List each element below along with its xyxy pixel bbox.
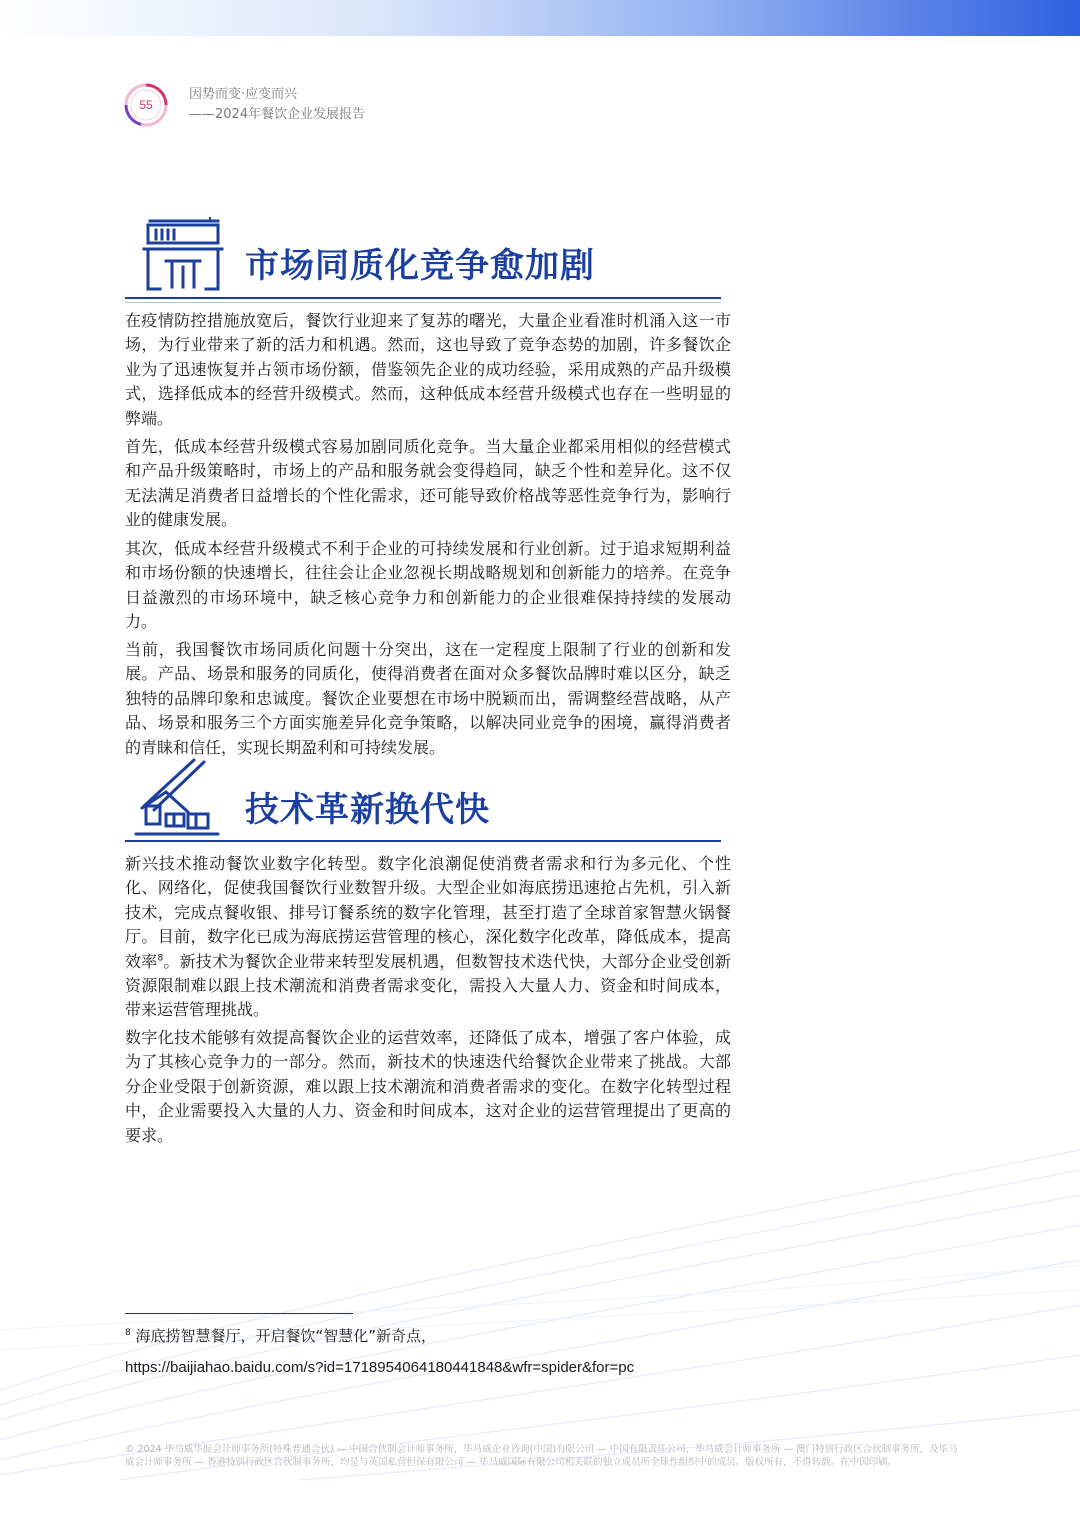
section-title-technology: 技术革新换代快 (245, 790, 490, 830)
background-wave-lines (0, 1140, 1080, 1480)
footnote-reference: 8 (157, 953, 164, 964)
section-divider-accent (125, 302, 721, 303)
header-subtitle: ——2024年餐饮企业发展报告 (189, 107, 366, 122)
header-title: 因势而变·应变而兴 (189, 87, 298, 102)
footnote (125, 1325, 436, 1346)
paragraph (125, 852, 731, 1023)
section-divider (125, 297, 721, 299)
chopsticks-bowl-icon (132, 758, 222, 840)
top-gradient-band (0, 0, 1080, 36)
page-number: 55 (139, 98, 153, 112)
paragraph-text: 新兴技术推动餐饮业数字化转型。数字化浪潮促使消费者需求和行为多元化、个性化、网络化，促使我国餐饮行业数智升级。大型企业如海底捞迅速抢占先机，引入新技术，完成点餐收银、排号订餐系统的数字化管理，甚至打造了全球首家智慧火锅餐厅。目前，数字化已成为海底捞运营管理的核心，深化数字化改革，降低成本，提高效率 (125, 854, 731, 971)
paragraph: 首先，低成本经营升级模式容易加剧同质化竞争。当大量企业都采用相似的经营模式和产品升级策略时，市场上的产品和服务就会变得趋同，缺乏个性和差异化。这不仅无法满足消费者日益增长的个性化需求，还可能导致价格战等恶性竞争行为，影响行业的健康发展。 (125, 437, 731, 530)
footnote-text: 海底捞智慧餐厅，开启餐饮“智慧化”新奇点， (135, 1327, 437, 1345)
section-divider (125, 840, 721, 842)
paragraph-text: 。新技术为餐饮企业带来转型发展机遇，但数智技术迭代快，大部分企业受创新资源限制难以跟上技术潮流和消费者需求变化，需投入大量人力、资金和时间成本，带来运营管理挑战。 (125, 951, 731, 1020)
restaurant-storefront-icon (140, 215, 226, 295)
footnote-mark: 8 (125, 1328, 131, 1338)
footnote-url-link[interactable]: https://baijiahao.baidu.com/s?id=1718954064180441848&wfr=spider&for=pc (125, 1359, 635, 1376)
paragraph: 在疫情防控措施放宽后，餐饮行业迎来了复苏的曙光，大量企业看准时机涌入这一市场，为行业带来了新的活力和机遇。然而，这也导致了竞争态势的加剧，许多餐饮企业为了迅速恢复并占领市场份额，借鉴领先企业的成功经验，采用成熟的产品升级模式，选择低成本的经营升级模式。然而，这种低成本经营升级模式也存在一些明显的弊端。 (125, 311, 731, 428)
paragraph: 其次，低成本经营升级模式不利于企业的可持续发展和行业创新。过于追求短期利益和市场份额的快速增长，往往会让企业忽视长期战略规划和创新能力的培养。在竞争日益激烈的市场环境中，缺乏核心竞争力和创新能力的企业很难保持持续的发展动力。 (125, 539, 731, 632)
section-title-market: 市场同质化竞争愈加剧 (245, 246, 595, 286)
paragraph: 数字化技术能够有效提高餐饮企业的运营效率，还降低了成本，增强了客户体验，成为了其核心竞争力的一部分。然而，新技术的快速迭代给餐饮企业带来了挑战。大部分企业受限于创新资源，难以跟上技术潮流和消费者需求的变化。在数字化转型过程中，企业需要投入大量的人力、资金和时间成本，这对企业的运营管理提出了更高的要求。 (125, 1028, 731, 1145)
legal-notice: © 2024 毕马威华振会计师事务所(特殊普通合伙) — 中国合伙制会计师事务所，毕马威企业咨询(中国)有限公司 — 中国有限责任公司，毕马威会计师事务所 — 澳门特别行政区合伙制事务所，及毕马威会计师事务所 — 香港特别行政区合伙制事务所，均是与英国私营担保有限公司 — 毕马威国际有限公司相关联的独立成员所全球性组织中的成员。版权所有，不得转载。在中国印刷。 (125, 1444, 958, 1468)
paragraph: 当前，我国餐饮市场同质化问题十分突出，这在一定程度上限制了行业的创新和发展。产品、场景和服务的同质化，使得消费者在面对众多餐饮品牌时难以区分，缺乏独特的品牌印象和忠诚度。餐饮企业要想在市场中脱颖而出，需调整经营战略，从产品、场景和服务三个方面实施差异化竞争策略，以解决同业竞争的困境，赢得消费者的青睐和信任，实现长期盈利和可持续发展。 (125, 640, 731, 757)
footnote-divider (125, 1313, 353, 1314)
